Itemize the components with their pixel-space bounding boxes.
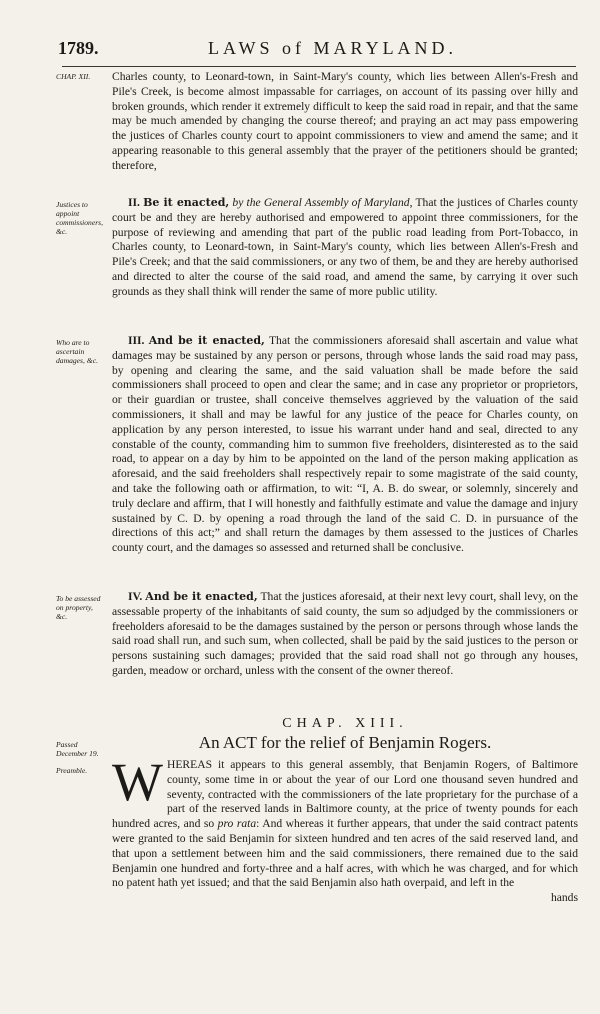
running-title: LAWS of MARYLAND. [208,38,458,58]
margin-note-assessed: To be assessed on property, &c. [56,594,101,621]
chap12-section-3 [112,334,578,556]
catchword: hands [550,891,578,905]
margin-note-preamble: Preamble. [56,766,88,775]
margin-note-damages: Who are to ascertain damages, &c. [56,338,98,365]
section-text: That the commissioners aforesaid shall ascertain and value what damages may be sustained by any person or persons, through whose lands the said road may pass, by opening and clearing the same, and the said valuation shall be made before the said commissioners shall proceed to open and clear the same; and in case any proprietor or proprietors, or their guardian or trustee, shall conceive themselves aggrieved by the valuation of the said commissioners, it shall and may be lawful for any justice of the peace for Charles county, on application by any person interested, to issue his warrant under hand and seal, directed to any constable of the county, commanding him to summon five freeholders, disinterested as to the said road, to appear on a day by him to be appointed on the land of the person making application as aforesaid, and the said freeholders shall respectively repair to some magistrate of the said county, and take the following oath or affirmation, to wit: “I, A. B. do swear, or solemnly, sincerely and truly declare and affirm, that I will honestly and faithfully estimate and value the damage and injury sustained by C. D. by opening a road through the land of the said C. D. in pursuance of the directions of this act;” and shall return the damages by them assessed to the justices of Charles county court, and the damages so assessed and returned shall be conclusive. [112,334,578,555]
chap12-section-4 [112,590,578,679]
chap12-preamble [112,70,578,174]
header-rule [62,66,576,67]
chapter-heading: CHAP. XIII. [282,716,408,731]
drop-cap: W [112,752,163,812]
margin-note-chap-ref: CHAP. XII. [56,72,91,81]
page-header [58,38,578,64]
chap12-opening-paragraph: Charles county, to Leonard-town, in Saint-Mary's county, which lies between Allen's-Fresh and Pile's Creek, is become almost impassable for carriages, on account of its passing over hilly and broken grounds, which render it extremely difficult to keep the said road in repair, and that the same may be much amended by changing the course thereof; and praying an act may pass empowering the justices of Charles county court to appoint commissioners to view and amend the same; and it appearing reasonable to this general assembly that the prayer of the petitioners should be granted; therefore, [112,70,578,172]
section-text: That the justices of Charles county court be and they are hereby authorised and empowered to appoint three commissioners, for the purpose of reviewing and amending that part of the public road leading from Port-Tobacco, in Charles county, to Leonard-town, in Saint-Mary's county, which lies between Allen's-Fresh and Pile's Creek; and that the said commissioners, or any two of them, be and they are hereby authorised and directed to alter the course of the said road, and amend the same, by carrying it over such grounds as they shall think will render the same of more public utility. [112,196,579,298]
enacting-clause: And be it enacted, [148,334,265,347]
section-number: IV. [128,590,143,603]
section-number: II. [128,196,140,209]
enacting-clause: And be it enacted, [145,590,258,603]
section-text: That the justices aforesaid, at their next levy court, shall levy, on the assessable property of the inhabitants of said county, the sum so adjudged by the commissioners or freeholders aforesaid to be the damages sustained by the person or persons through whose lands the said road shall run, and such sum, when collected, shall be paid by the said justices to the person or persons sustaining such damages; provided that the said road shall not go through any houses, garden, meadow or orchard, unless with the consent of the owner thereof. [112,590,578,677]
margin-note-passed: Passed December 19. [56,740,99,758]
chap13-text-part2: : And whereas it further appears, that under the said contract patents were granted to the said Benjamin for sixteen hundred and ten acres of the said reserved land, and that upon a settlement between him and the said commissioners, there remained due to the said Benjamin one hundred and forty-three and a half acres, with which he was charged, and for which no patent hath yet issued; and that the said Benjamin also hath overpaid, and left in the [112,817,578,890]
chap13-text-part1: HEREAS it appears to this general assembly, that Benjamin Rogers, of Baltimore county, some time in or about the year of our Lord one thousand seven hundred and seventy, contracted with the commissioners of the late proprietary for the purchase of a part of the reserved lands in Baltimore county, at the price of twenty pounds for each hundred acres, and so [112,758,578,831]
assembly-clause: by the General Assembly of Maryland, [232,196,413,209]
margin-note-justices: Justices to appoint commissioners, &c. [56,200,104,236]
page-year: 1789. [58,38,99,58]
chap12-section-2 [112,196,578,300]
section-number: III. [128,334,145,347]
enacting-clause: Be it enacted, [143,196,230,209]
chap13-italic-phrase: pro rata [217,817,257,831]
chap13-body [112,752,578,906]
act-title: An ACT for the relief of Benjamin Rogers. [198,733,492,752]
